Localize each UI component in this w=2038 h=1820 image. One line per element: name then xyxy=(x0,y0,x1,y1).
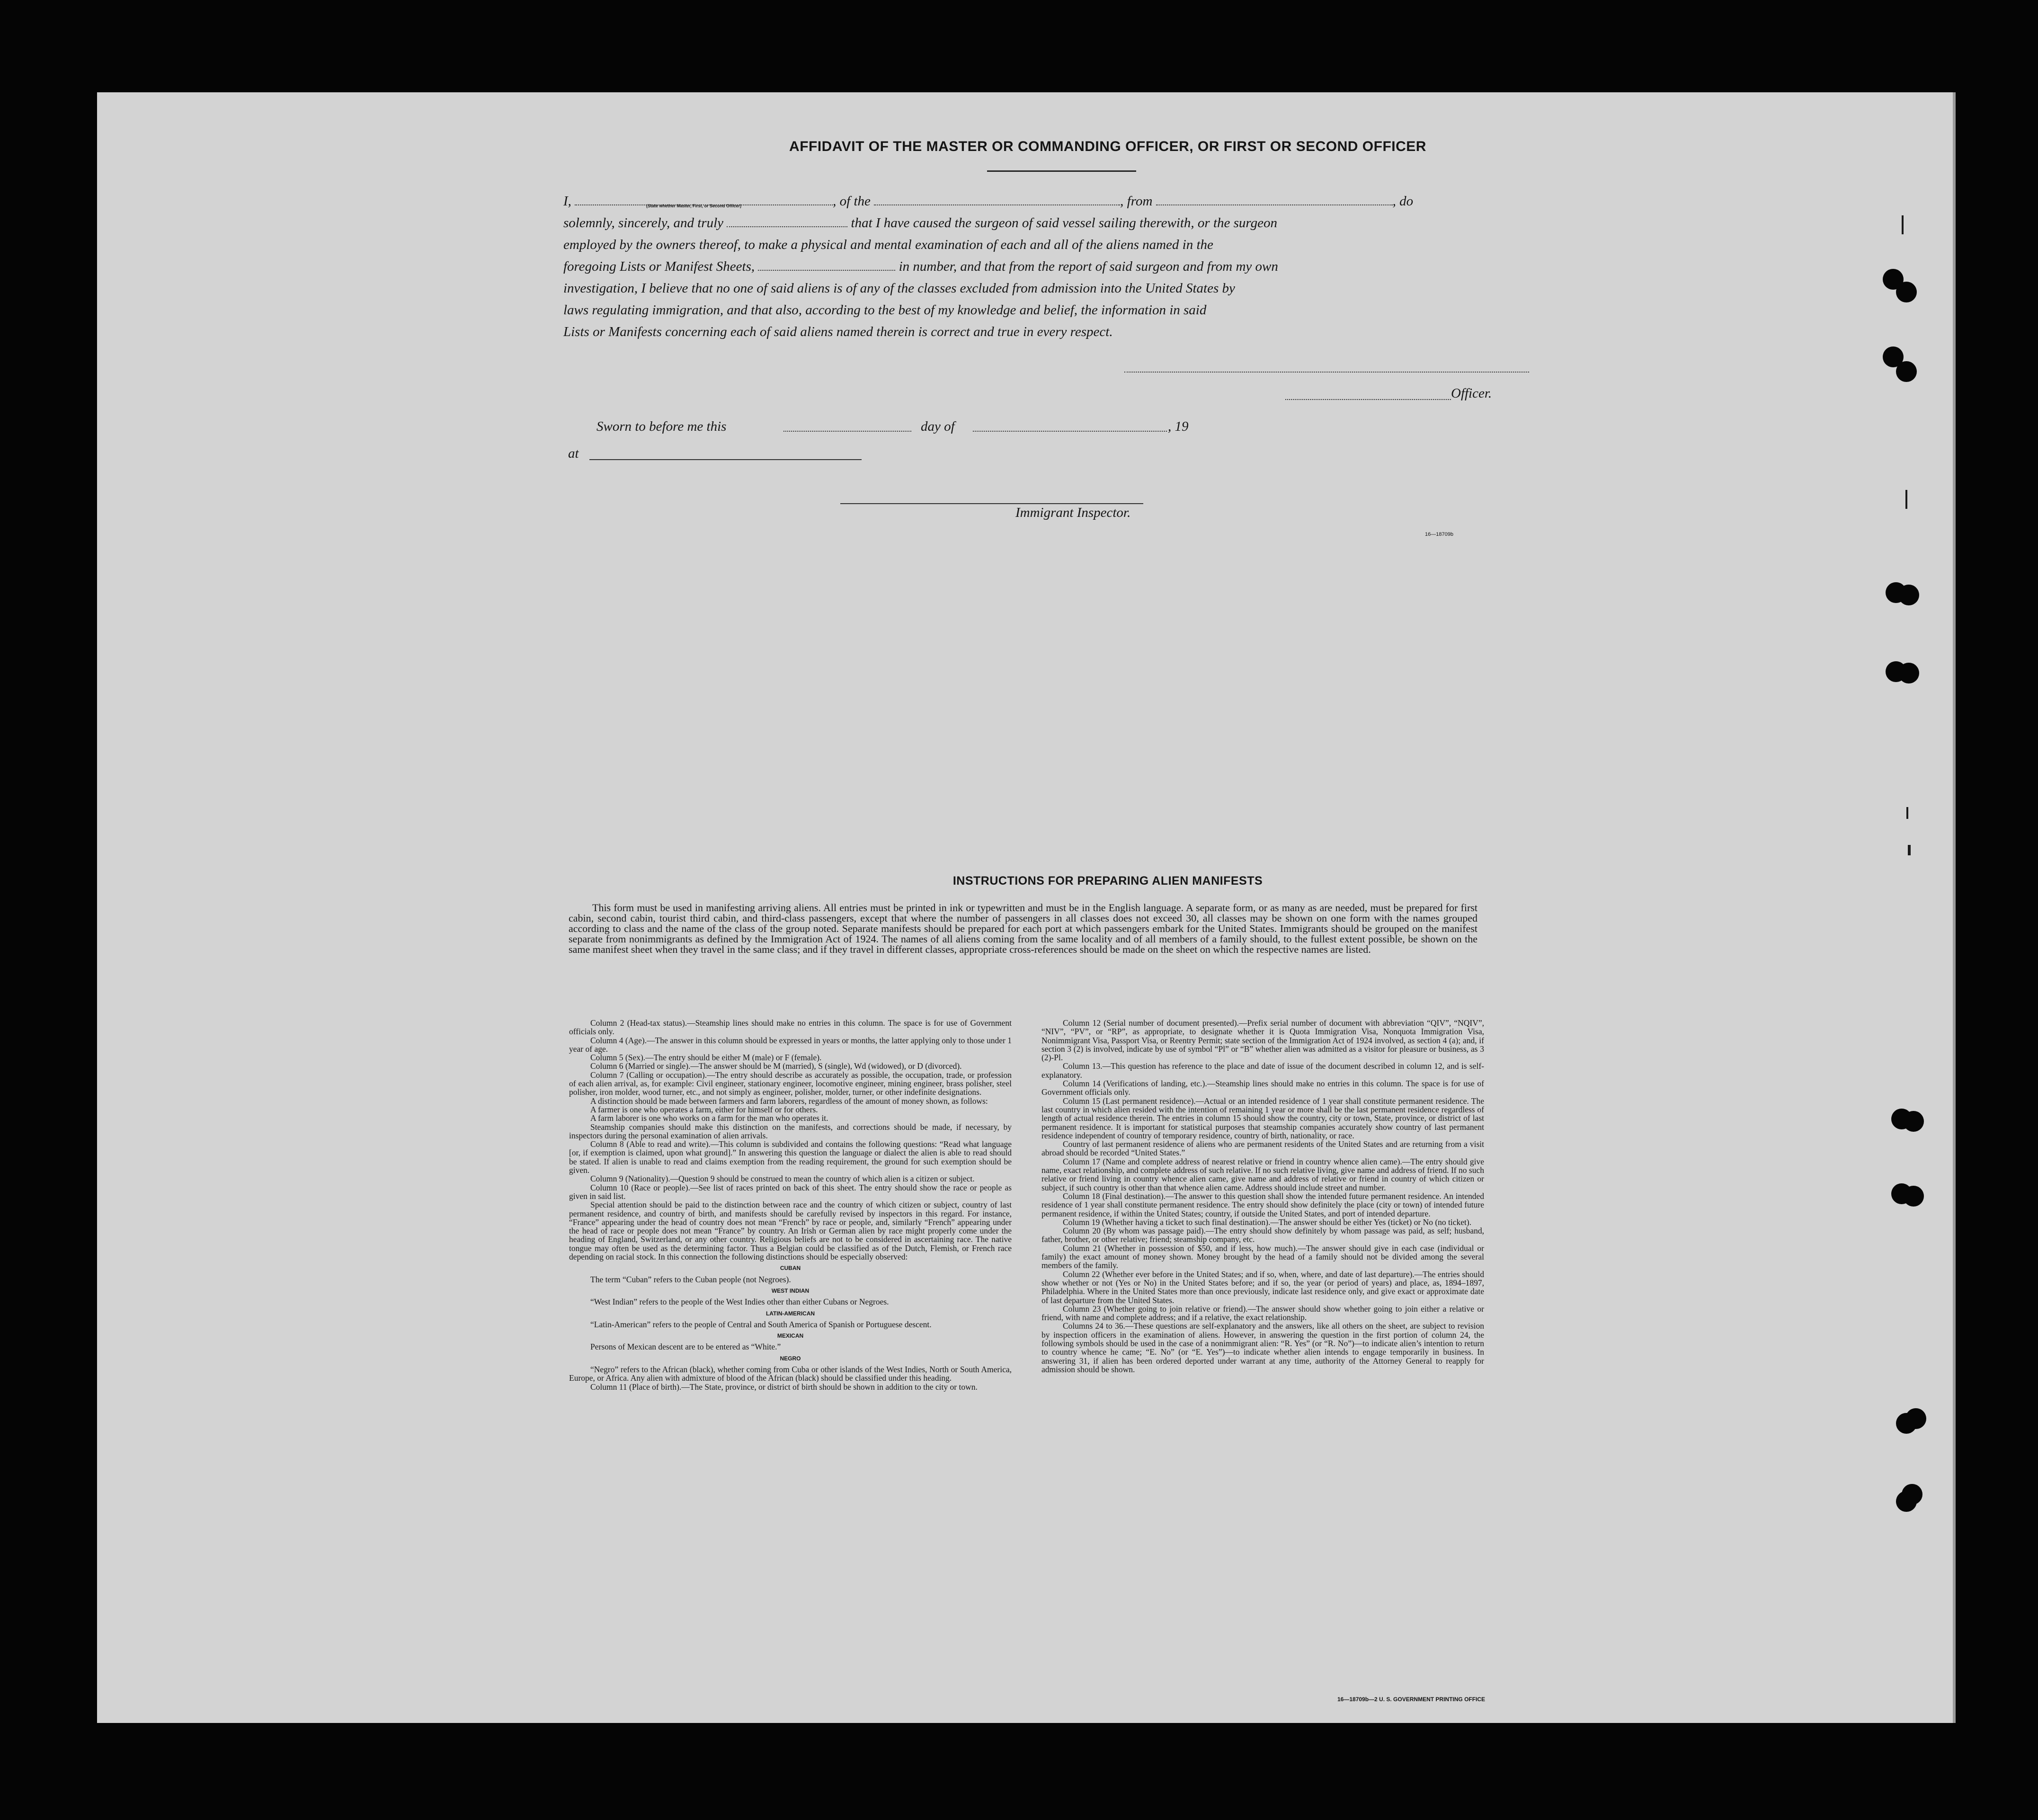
affidavit-title: AFFIDAVIT OF THE MASTER OR COMMANDING OFFICER, OR FIRST OR SECOND OFFICER xyxy=(789,139,1426,154)
mexican-text: Persons of Mexican descent are to be entered as “White.” xyxy=(590,1342,781,1352)
negro-text: “Negro” refers to the African (black), whether coming from Cuba or other islands of the West Indies, North or South America, Europe, or Africa. Any alien with admixture of blood of the African (black) should be classified under this heading. xyxy=(569,1364,1012,1383)
punch-hole xyxy=(1905,1408,1926,1429)
edge-mark xyxy=(1905,490,1907,509)
year-label: , 19 xyxy=(1168,419,1189,434)
punch-hole xyxy=(1898,663,1919,684)
inspector-signature-line[interactable] xyxy=(840,503,1143,504)
printing-office-footer: 16—18709b—2 U. S. GOVERNMENT PRINTING OFFICE xyxy=(1337,1696,1486,1703)
instructions-intro: This form must be used in manifesting arriving aliens. All entries must be printed in ink or typewritten and must be in the English language. A separate form, or as many as are needed, must be prepared for first cabin, second cabin, tourist third cabin, and third-class passengers, except that where the number of passengers in all classes does not exceed 30, all classes may be shown on one form with the names grouped according to class and the name of the class of the group noted. Separate manifests should be prepared for each port at which passengers embark for the United States. Immigrants should be grouped on the manifest separate from nonimmigrants as defined by the Immigration Act of 1924. The names of all aliens coming from the same locality and of all members of a family should, to the fullest extent possible, be shown on the same manifest sheet when they travel in the same class; and if they travel in different classes, appropriate cross-references should be made on the sheet on which the respective names are listed. xyxy=(569,902,1477,955)
west-indian-heading: WEST INDIAN xyxy=(771,1287,810,1294)
instruction-paragraph: Column 21 (Whether in possession of $50, and if less, how much).—The answer should give in each case (individual or family) the exact amount of money shown. Money brought by the head of a family should not be divided among the several members of the family. xyxy=(1041,1243,1484,1270)
negro-heading: NEGRO xyxy=(780,1355,801,1362)
sworn-month-field[interactable] xyxy=(973,431,1167,432)
instruction-paragraph: Special attention should be paid to the distinction between race and the country of which citizen or subject, country of last permanent residence, and country of birth, and manifests should be carefully revised by inspectors in this regard. For instance, “France” appearing under the head of country does not mean “French” by race or people, and, similarly “French” appearing under the head of race or people does not mean “France” by country. An Irish or German alien by race might properly come under the heading of England, Switzerland, or any other country. Religious beliefs are not to be considered in ascertaining race. The native tongue may often be used as the determining factor. Thus a Belgian could be classified as of the Dutch, Flemish, or French race depending on racial stock. In this connection the following distinctions should be especially observed: xyxy=(569,1200,1012,1262)
instruction-paragraph: Column 17 (Name and complete address of nearest relative or friend in country whence alien came).—The entry should give name, exact relationship, and complete address of such relative. If no such relative living, give name and address of friend. If no such relative or friend living in country whence alien came, give name and address of relative or friend in country of which citizen or subject, if such country is other than that whence alien came. Address should include street and number. xyxy=(1041,1156,1484,1192)
instruction-paragraph: Column 14 (Verifications of landing, etc.).—Steamship lines should make no entries in this column. The space is for use of Government officials only. xyxy=(1041,1079,1484,1097)
affidavit-line-1: I, , of the , from , do xyxy=(563,194,1414,209)
edge-mark xyxy=(1908,845,1911,855)
affidavit-line-3: employed by the owners thereof, to make a physical and mental examination of each and all of the aliens named in the xyxy=(563,237,1213,252)
instruction-paragraph: Column 15 (Last permanent residence).—Actual or an intended residence of 1 year shall constitute permanent residence. The last country in which alien resided with the intention of remaining 1 year or more shall be the last permanent residence regardless of length of actual residence therein. The entries in column 15 should show the country, city or town, State, province, or district of last permanent residence. It is important for statistical purposes that steamship companies accurately show country of last permanent residence independent of country of temporary residence, country of birth, nationality, or race. xyxy=(1041,1096,1484,1140)
rank-field-caption: (State whether Master, First, or Second Officer) xyxy=(646,204,742,208)
affidavit-line-5: investigation, I believe that no one of said aliens is of any of the classes excluded from admission into the United States by xyxy=(563,281,1235,296)
vessel-field[interactable] xyxy=(874,193,1120,205)
latin-american-text: “Latin-American” refers to the people of Central and South America of Spanish or Portuguese descent. xyxy=(590,1319,932,1329)
punch-hole xyxy=(1902,1484,1922,1505)
cuban-heading: CUBAN xyxy=(780,1265,801,1272)
instructions-left-column xyxy=(569,1019,1012,1391)
edge-mark xyxy=(1902,215,1904,234)
punch-hole xyxy=(1896,282,1917,302)
instruction-paragraph: Column 8 (Able to read and write).—This column is subdivided and contains the following questions: “Read what language [or, if exemption is claimed, upon what ground].” In answering this question the language or dialect the alien is able to read should be stated. If alien is unable to read and claims exemption from the reading requirement, the ground for such exemption should be given. xyxy=(569,1139,1012,1175)
punch-hole xyxy=(1903,1111,1924,1132)
instruction-paragraph: Steamship companies should make this distinction on the manifests, and corrections should be made, if necessary, by inspectors during the personal examination of alien arrivals. xyxy=(569,1122,1012,1140)
at-label: at xyxy=(568,446,579,461)
affidavit-line-6: laws regulating immigration, and that also, according to the best of my knowledge and belief, the information in said xyxy=(563,302,1207,318)
mexican-heading: MEXICAN xyxy=(777,1332,804,1340)
affidavit-line-4: foregoing Lists or Manifest Sheets, in number, and that from the report of said surgeon and from my own xyxy=(563,259,1278,274)
sworn-label: Sworn to before me this xyxy=(596,419,727,434)
punch-hole xyxy=(1896,361,1917,382)
instructions-title: INSTRUCTIONS FOR PREPARING ALIEN MANIFESTS xyxy=(952,874,1263,888)
manifest-page xyxy=(97,92,1956,1723)
instruction-paragraph: Column 23 (Whether going to join relative or friend).—The answer should show whether going to join either a relative or friend, with name and complete address; and if a relative, the exact relationship. xyxy=(1041,1304,1484,1323)
instruction-paragraph: Column 2 (Head-tax status).—Steamship lines should make no entries in this column. The space is for use of Government officials only. xyxy=(569,1018,1012,1037)
day-of-label: day of xyxy=(921,419,955,434)
officer-signature-line[interactable] xyxy=(1124,372,1529,373)
instruction-paragraph: A distinction should be made between farmers and farm laborers, regardless of the amount of money shown, as follows: xyxy=(590,1096,988,1106)
cuban-text: The term “Cuban” refers to the Cuban people (not Negroes). xyxy=(590,1274,791,1284)
affidavit-line-7: Lists or Manifests concerning each of said aliens named therein is correct and true in every respect. xyxy=(563,324,1113,339)
instruction-paragraph: A farmer is one who operates a farm, either for himself or for others. xyxy=(590,1104,818,1114)
instruction-paragraph: A farm laborer is one who works on a farm for the man who operates it. xyxy=(590,1113,828,1123)
column-11-text: Column 11 (Place of birth).—The State, province, or district of birth should be shown in addition to the city or town. xyxy=(590,1382,978,1392)
officer-title-line[interactable] xyxy=(1285,399,1451,400)
sworn-date-field[interactable] xyxy=(783,431,911,432)
oath-type-field[interactable] xyxy=(727,215,847,227)
punch-hole xyxy=(1898,585,1919,605)
instruction-paragraph: Column 19 (Whether having a ticket to such final destination).—The answer should be either Yes (ticket) or No (no ticket). xyxy=(1063,1217,1472,1227)
latin-american-heading: LATIN-AMERICAN xyxy=(765,1310,815,1317)
instruction-paragraph: Column 20 (By whom was passage paid).—The entry should show definitely by whom passage was paid, as self; husband, father, brother, or other relative; friend; steamship company, etc. xyxy=(1041,1226,1484,1244)
place-field[interactable] xyxy=(589,459,862,460)
inspector-label: Immigrant Inspector. xyxy=(1015,505,1131,520)
instruction-paragraph: Column 4 (Age).—The answer in this column should be expressed in years or months, the latter applying only to those under 1 year of age. xyxy=(569,1035,1012,1054)
instruction-paragraph: Country of last permanent residence of aliens who are permanent residents of the United States and are returning from a visit abroad should be recorded “United States.” xyxy=(1041,1139,1484,1158)
instruction-paragraph: Column 22 (Whether ever before in the United States; and if so, when, where, and date of last departure).—The entries should show whether or not (Yes or No) in the United States before; and if so, the year (or period of years) and place, as, 1894–1897, Philadelphia. Where in the United States more than once previously, indicate last residence only, and give exact or approximate date of last departure from the United States. xyxy=(1041,1269,1484,1305)
port-field[interactable] xyxy=(1156,193,1393,205)
instruction-paragraph: Column 6 (Married or single).—The answer should be M (married), S (single), Wd (widowed), or D (divorced). xyxy=(590,1061,962,1071)
edge-mark xyxy=(1906,807,1908,819)
instruction-paragraph: Column 9 (Nationality).—Question 9 should be construed to mean the country of which alien is a citizen or subject. xyxy=(590,1174,975,1184)
title-rule xyxy=(987,170,1136,172)
punch-hole xyxy=(1903,1186,1924,1207)
instruction-paragraph: Column 13.—This question has reference to the place and date of issue of the document described in column 12, and is self-explanatory. xyxy=(1041,1061,1484,1080)
west-indian-text: “West Indian” refers to the people of the West Indies other than either Cubans or Negroes. xyxy=(590,1297,889,1307)
affidavit-line-2: solemnly, sincerely, and truly that I have caused the surgeon of said vessel sailing therewith, or the surgeon xyxy=(563,215,1278,231)
affidavit-body xyxy=(563,190,1579,343)
instruction-paragraph: Column 5 (Sex).—The entry should be either M (male) or F (female). xyxy=(590,1053,822,1063)
officer-label: Officer. xyxy=(1451,386,1492,401)
instruction-paragraph: Column 7 (Calling or occupation).—The entry should describe as accurately as possible, the occupation, trade, or profession of each alien arrival, as, for example: Civil engineer, stationary engineer, locomotive engineer, mining engineer, brass polisher, steel polisher, iron molder, wood turner, etc., and not simply as engineer, polisher, molder, turner, or other indefinite designations. xyxy=(569,1070,1012,1097)
form-number: 16—18709b xyxy=(1425,532,1453,537)
instruction-paragraph: Column 18 (Final destination).—The answer to this question shall show the intended future permanent residence. An intended residence of 1 year shall constitute permanent residence. The entry should show definitely the place (city or town) of intended future permanent residence, if within the United States; country, if outside the United States, and port of intended departure. xyxy=(1041,1191,1484,1218)
instruction-paragraph: Column 12 (Serial number of document presented).—Prefix serial number of document with abbreviation “QIV”, “NQIV”, “NIV”, “PV”, or “RP”, as appropriate, to designate whether it is Quota Immigration Visa, Nonquota Immigration Visa, Nonimmigrant Visa, Passport Visa, or Reentry Permit; state section of the Immigration Act of 1924 involved, as section 4 (a); and, if section 3 (2) is involved, indicate by use of symbol “Pl” or “B” whether alien was admitted as a visitor for pleasure or business, as 3 (2)-Pl. xyxy=(1041,1018,1484,1063)
instructions-right-column xyxy=(1041,1019,1484,1374)
instruction-paragraph: Column 10 (Race or people).—See list of races printed on back of this sheet. The entry should show the race or people as given in said list. xyxy=(569,1182,1012,1201)
sheet-count-field[interactable] xyxy=(758,258,895,271)
instruction-paragraph: Columns 24 to 36.—These questions are self-explanatory and the answers, like all others on the sheet, are subject to revision by inspection officers in the examination of aliens. However, in answering the question in the first portion of column 24, the following symbols should be used in the case of a nonimmigrant alien: “R. Yes” (or “R. No”)—to indicate alien’s intention to return to country whence he came; “E. No” (or “E. Yes”)—to indicate whether alien intends to engage temporarily in business. In answering 31, if alien has been ordered deported under warrant at any time, authority of the Attorney General to reapply for admission should be shown. xyxy=(1041,1321,1484,1374)
